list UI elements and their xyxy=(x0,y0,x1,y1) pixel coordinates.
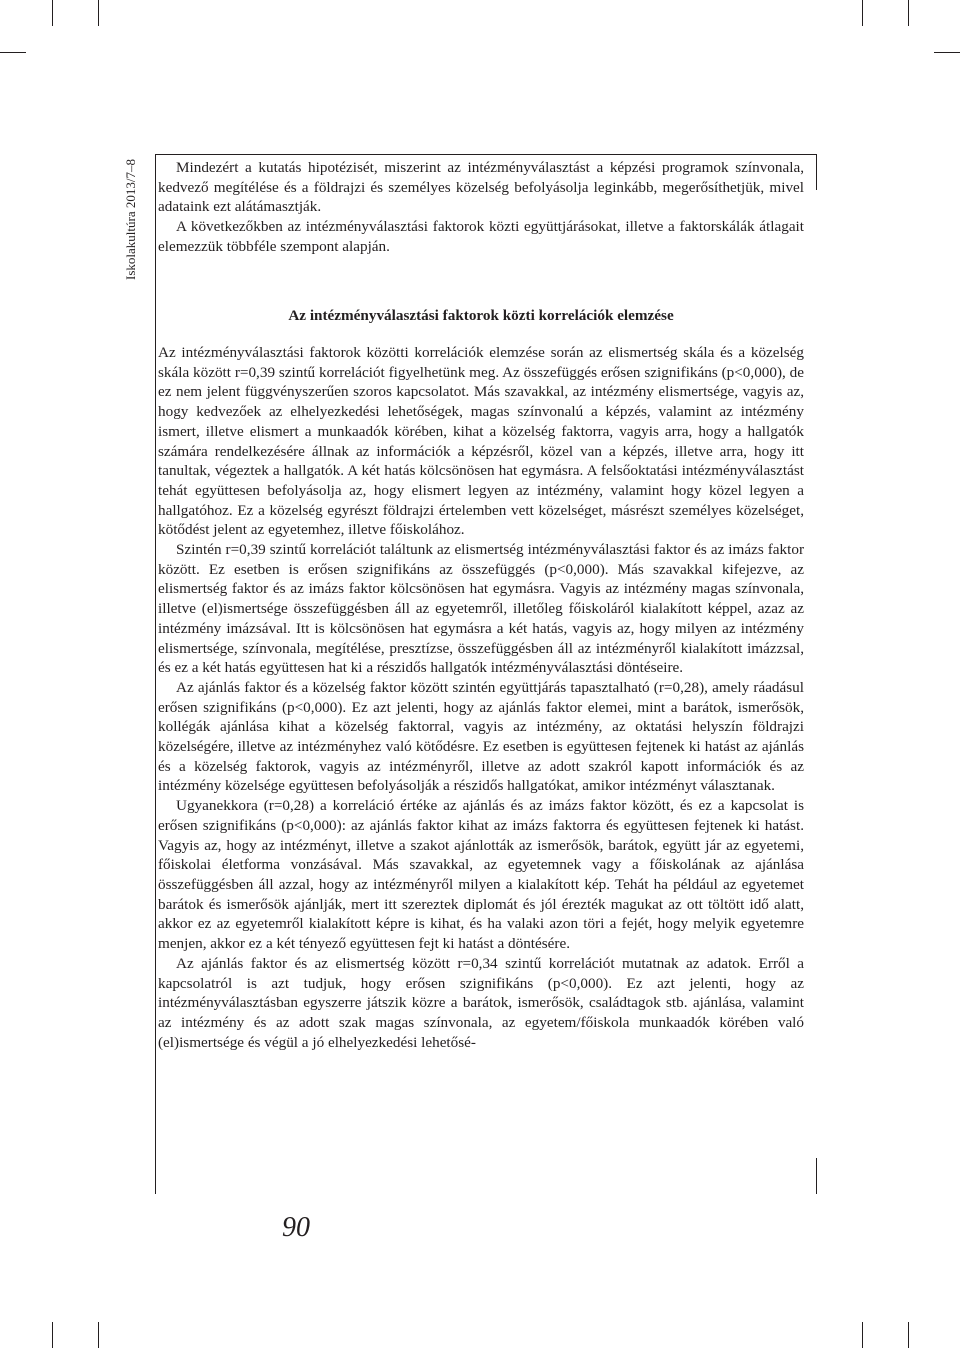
body-paragraph: Az ajánlás faktor és a közelség faktor között szintén együttjárás tapasztalható (r=0,28), amely ráadásul erősen szignifikáns (p<0,000). Ez azt jelenti, hogy az ajánlás faktor elemei, mint a barátok, ismerősök, kollégák ajánlása kihat a közelség faktorral, vagyis az intézmény, az oktatási helyszín földrajzi közelségére, illetve az intézményhez való kötődésre. Ez esetben is együttesen fejtenek ki hatást az ajánlás és a közelség faktorok, vagyis az intézményről, illetve az adott szakról kapott információk és az intézmény közelsége együttesen befolyásolják a részidős hallgatókat, amikor intézményt választanak. xyxy=(158,678,804,795)
crop-mark xyxy=(908,0,909,26)
body-paragraph: Az intézményválasztási faktorok közötti korrelációk elemzése során az elismertség skála és a közelség skála között r=0,39 szintű korrelációt figyelhetünk meg. Az összefüggés erősen szignifikáns (p<0,000), de ez nem jelent függvényszerűen szoros kapcsolatot. Más szavakkal, az intézmény elismertsége, vagyis az, hogy kedvezőek az elhelyezkedési lehetőségek, magas színvonalú a képzés, valamint az intézmény ismert, illetve elismert a munkaadók körében, kihat a közelség faktorra, vagyis arra, hogy a hallgatók számára rendelkezésére állnak az információk a képzésről, közel van a képzés, illetve arra, hogy itt tanultak, végeztek a hallgatók. A két hatás kölcsönösen hat egymásra. A felsőoktatási intézményválasztást tehát együttesen befolyásolja az, hogy elismert legyen az intézmény, valamint hogy közel legyen a hallgatóhoz. Ez a közelség egyrészt földrajzi értelemben vett közelséget, másrészt személyes közelséget, kötődést jelent az egyetemhez, illetve főiskolához. xyxy=(158,344,804,539)
crop-mark xyxy=(98,0,99,26)
intro-text xyxy=(158,158,804,257)
intro-paragraph: Mindezért a kutatás hipotézisét, miszerint az intézményválasztást a képzési programok színvonala, kedvező megítélése és a földrajzi és személyes közelség befolyásolja leginkább, megerősíthetjük, mivel adataink ezt alátámasztják. xyxy=(158,159,804,216)
crop-mark xyxy=(52,0,53,26)
body-paragraph: Ugyanekkora (r=0,28) a korreláció értéke az ajánlás és az imázs faktor között, és ez a kapcsolat is erősen szignifikáns (p<0,000): az ajánlás faktor kihat az imázs faktorra és együttesen fejtenek ki hatást. Vagyis az, hogy az intézményt, illetve a szakot ajánlották az ismerősök, barátok, együtt jár az egyetemi, főiskolai életforma vonzásával. Más szavakkal, az egyetemnek vagy a főiskolának az ajánlása összefüggésben áll azzal, hogy az intézményről milyen a kialakított kép. Tehát ha például az egyetemet barátok és ismerősök ajánlják, mert itt szereztek diplomát és jól érezték magukat az ott töltött idő alatt, akkor ez az egyetemről kialakított képre is kihat, és ha valaki azon töri a fejét, hogy melyik egyetemre menjen, akkor ez a két tényező együttesen fejt ki hatást a döntésére. xyxy=(158,797,804,953)
frame-rule-bottom-right xyxy=(816,1158,817,1194)
crop-mark xyxy=(0,52,26,53)
intro-paragraph: A következőkben az intézményválasztási faktorok közti együttjárásokat, illetve a faktorskálák átlagait elemezzük többféle szempont alapján. xyxy=(158,218,804,255)
crop-mark xyxy=(98,1322,99,1348)
frame-rule-left xyxy=(155,154,156,1194)
crop-mark xyxy=(934,52,960,53)
frame-rule-right xyxy=(816,154,817,190)
crop-mark xyxy=(862,0,863,26)
body-paragraph: Szintén r=0,39 szintű korrelációt találtunk az elismertség intézményválasztási faktor és az imázs faktor között. Ez esetben is erősen szignifikáns az összefüggés (p<0,000). Más szavakkal kifejezve, az elismertség faktor és az imázs faktor kölcsönösen hat egymásra. Vagyis az intézmény magas színvonala, illetve (el)ismertsége összefüggésben áll az egyetemről, illetőleg főiskoláról kialakított képpel, azaz az intézmény imázsával. Itt is kölcsönösen hat egymásra a két hatás, vagyis az, hogy milyen az intézmény elismertsége, színvonala, megítélése, presztízse, összefüggésben áll az intézményről kialakított imázzsal, és ez a két hatás együttesen hat ki a részidős hallgatók intézményválasztási döntéseire. xyxy=(158,541,804,677)
crop-mark xyxy=(52,1322,53,1348)
section-title: Az intézményválasztási faktorok közti korrelációk elemzése xyxy=(288,307,674,324)
crop-mark xyxy=(862,1322,863,1348)
frame-rule-top xyxy=(155,154,817,155)
page-number: 90 xyxy=(282,1212,310,1243)
body-paragraph: Az ajánlás faktor és az elismertség között r=0,34 szintű korrelációt mutatnak az adatok. Erről a kapcsolatról is azt tudjuk, hogy erősen szignifikáns (p<0,000). Ez azt jelenti, hogy az intézményválasztásban egyszerre játszik közre a barátok, ismerősök, családtagok stb. ajánlása, valamint az intézmény és az adott szak magas színvonala, az egyetem/főiskola munkaadók körében való (el)ismertsége és végül a jó elhelyezkedési lehetősé- xyxy=(158,954,804,1051)
running-head: Iskolakultúra 2013/7–8 xyxy=(123,159,138,280)
crop-mark xyxy=(908,1322,909,1348)
body-text xyxy=(158,343,804,1052)
